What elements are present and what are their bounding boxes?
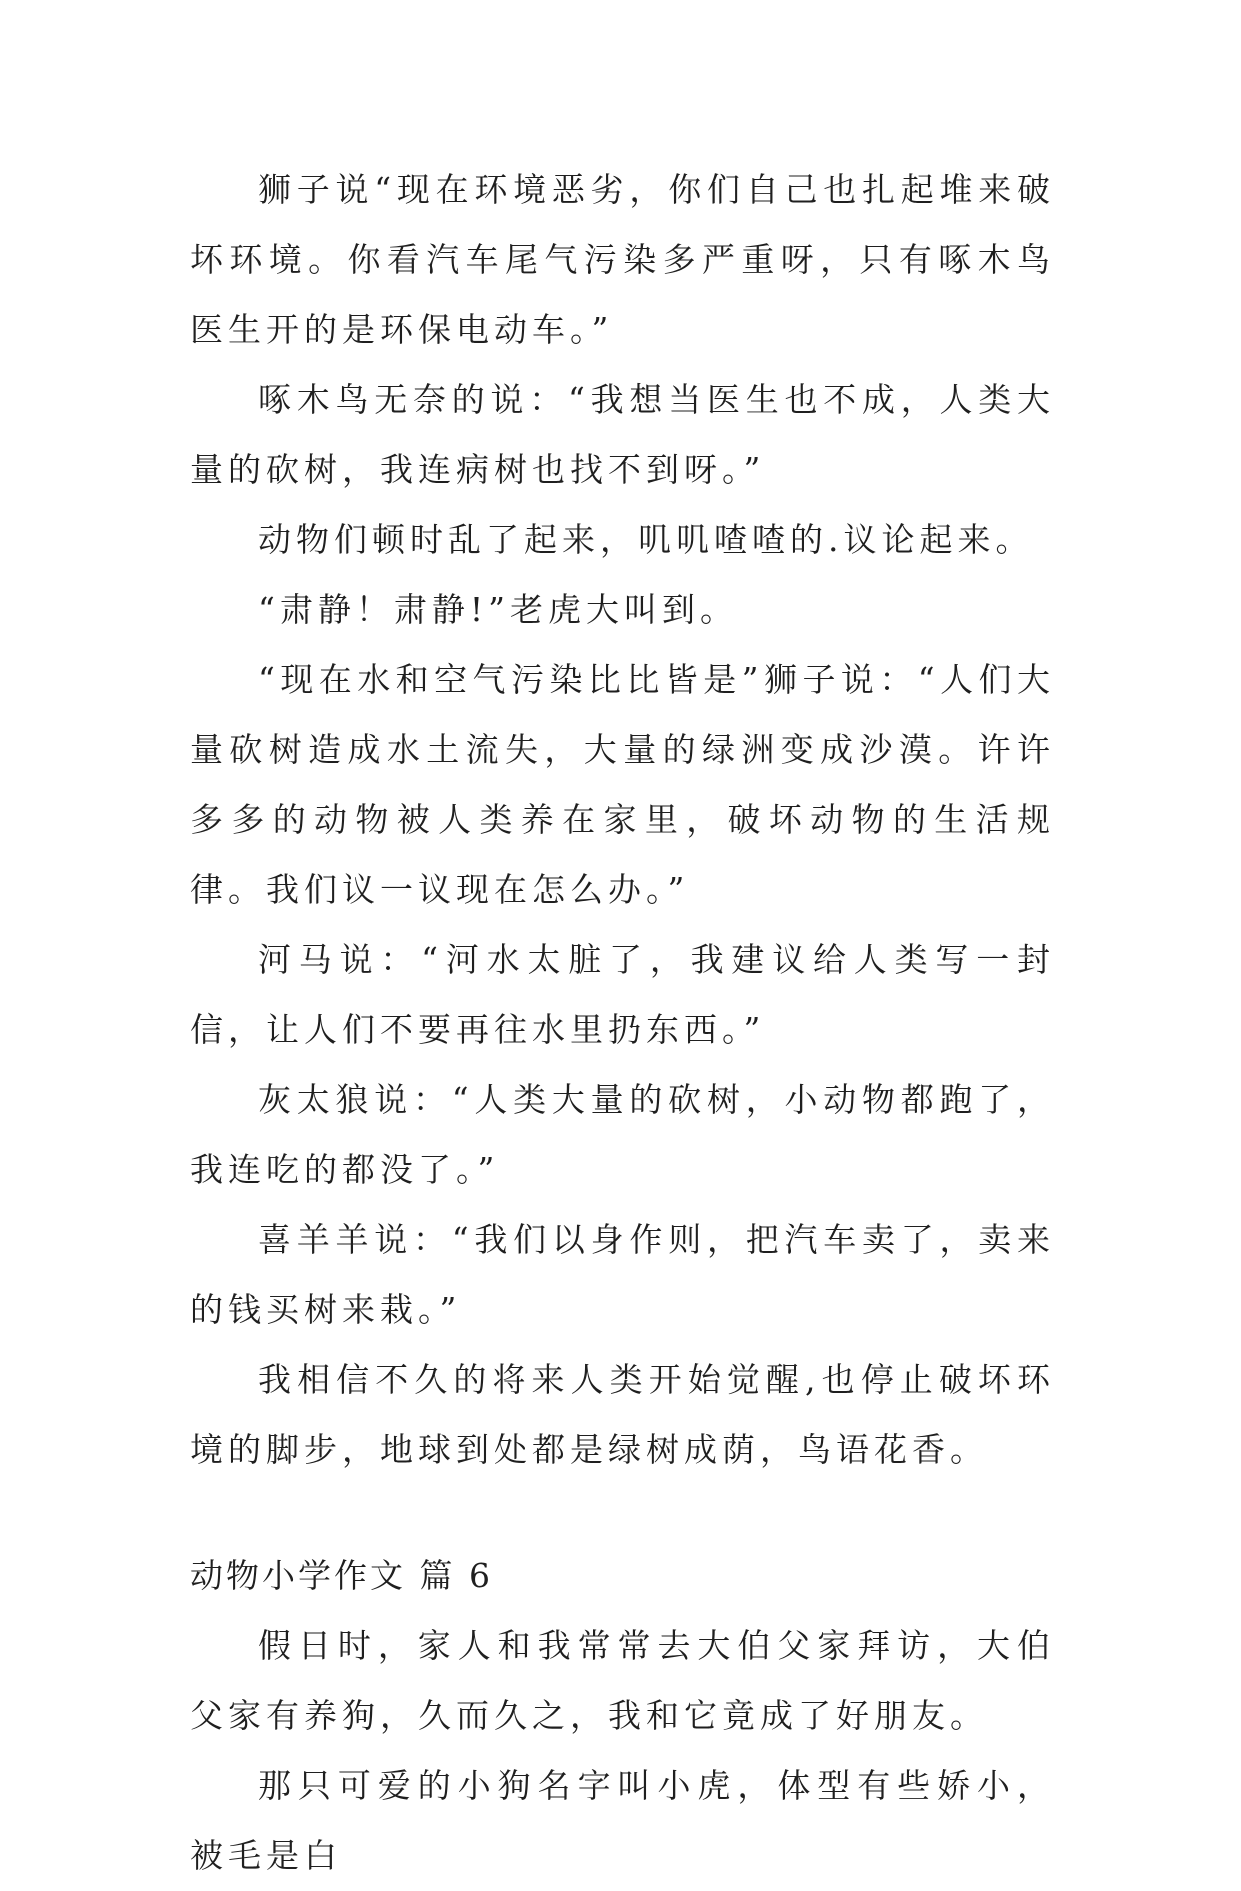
paragraph: 那只可爱的小狗名字叫小虎，体型有些娇小，被毛是白	[190, 1766, 1055, 1875]
paragraph: 动物们顿时乱了起来，叽叽喳喳的.议论起来。	[258, 520, 1034, 559]
section-heading: 动物小学作文 篇 6	[190, 1556, 493, 1595]
paragraph: 我相信不久的将来人类开始觉醒,也停止破坏环境的脚步，地球到处都是绿树成荫，鸟语花香。	[190, 1360, 1055, 1469]
paragraph: 狮子说“现在环境恶劣，你们自己也扎起堆来破坏环境。你看汽车尾气污染多严重呀，只有啄木鸟医生开的是环保电动车。”	[190, 170, 1055, 349]
paragraph: 河马说：“河水太脏了，我建议给人类写一封信，让人们不要再往水里扔东西。”	[190, 940, 1055, 1049]
document-body	[190, 155, 1055, 1891]
paragraph: 喜羊羊说：“我们以身作则，把汽车卖了，卖来的钱买树来栽。”	[190, 1220, 1055, 1329]
paragraph: “现在水和空气污染比比皆是”狮子说：“人们大量砍树造成水土流失，大量的绿洲变成沙漠。许许多多的动物被人类养在家里，破坏动物的生活规律。我们议一议现在怎么办。”	[190, 660, 1055, 909]
paragraph: 假日时，家人和我常常去大伯父家拜访，大伯父家有养狗，久而久之，我和它竟成了好朋友。	[190, 1626, 1055, 1735]
paragraph: 啄木鸟无奈的说：“我想当医生也不成，人类大量的砍树，我连病树也找不到呀。”	[190, 380, 1055, 489]
paragraph: “肃静！肃静!”老虎大叫到。	[258, 590, 739, 629]
paragraph: 灰太狼说：“人类大量的砍树，小动物都跑了，我连吃的都没了。”	[190, 1080, 1055, 1189]
